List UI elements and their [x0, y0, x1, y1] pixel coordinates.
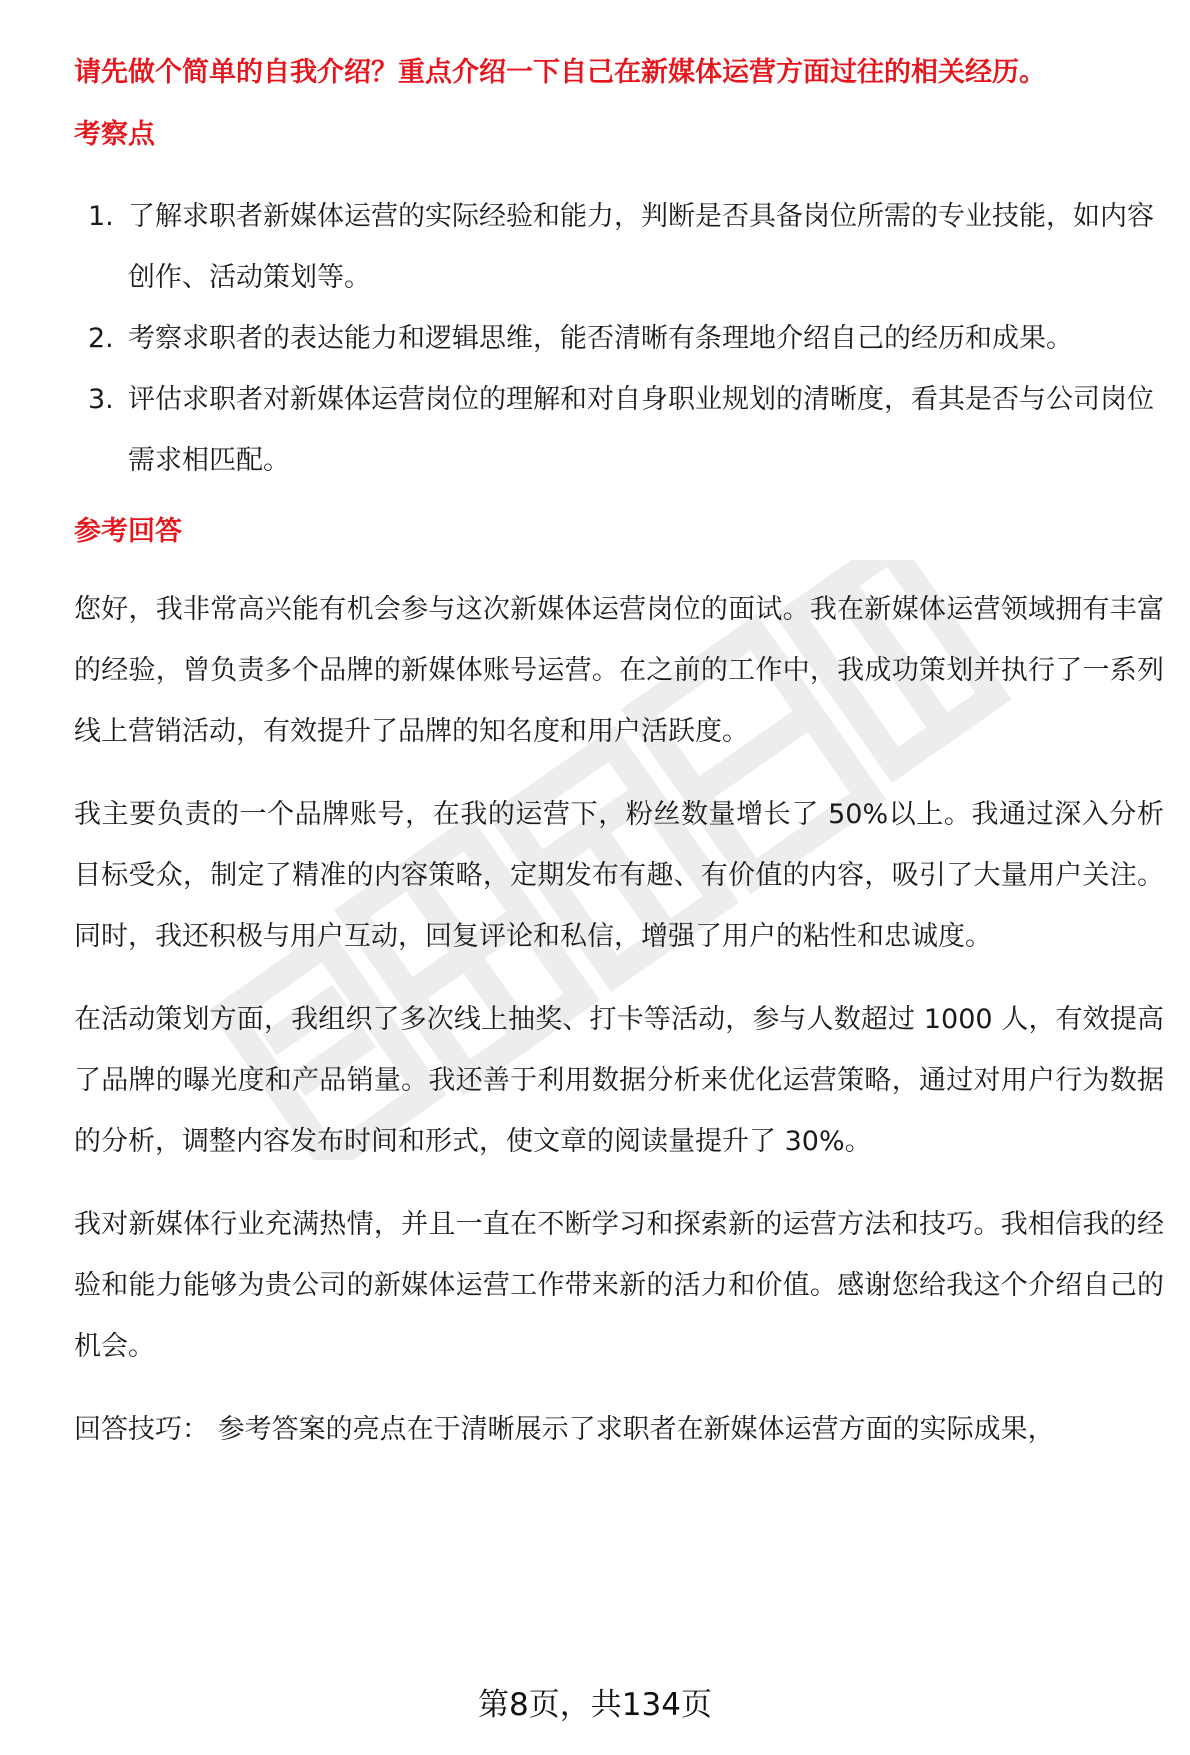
list-item-number: 1. [88, 201, 114, 232]
list-item-text: 了解求职者新媒体运营的实际经验和能力，判断是否具备岗位所需的专业技能，如内容创作、活动策划等。 [128, 201, 1154, 293]
list-item [74, 308, 1164, 369]
focus-heading: 考察点 [74, 119, 155, 150]
answer-paragraph: 您好，我非常高兴能有机会参与这次新媒体运营岗位的面试。我在新媒体运营领域拥有丰富的经验，曾负责多个品牌的新媒体账号运营。在之前的工作中，我成功策划并执行了一系列线上营销活动，有效提升了品牌的知名度和用户活跃度。 [74, 594, 1164, 747]
focus-list [74, 186, 1164, 491]
list-item-text: 评估求职者对新媒体运营岗位的理解和对自身职业规划的清晰度，看其是否与公司岗位需求相匹配。 [128, 384, 1154, 476]
document-body [74, 52, 1164, 1460]
answer-heading: 参考回答 [74, 516, 182, 547]
list-item [74, 186, 1164, 308]
list-item-number: 2. [88, 323, 114, 354]
answer-tip: 回答技巧： 参考答案的亮点在于清晰展示了求职者在新媒体运营方面的实际成果， [74, 1414, 1055, 1445]
answer-paragraph: 我主要负责的一个品牌账号，在我的运营下，粉丝数量增长了 50%以上。我通过深入分析目标受众，制定了精准的内容策略，定期发布有趣、有价值的内容，吸引了大量用户关注。同时，我还积极与用户互动，回复评论和私信，增强了用户的粘性和忠诚度。 [74, 799, 1164, 952]
list-item [74, 369, 1164, 491]
interview-question: 请先做个简单的自我介绍？重点介绍一下自己在新媒体运营方面过往的相关经历。 [74, 57, 1046, 88]
list-item-text: 考察求职者的表达能力和逻辑思维，能否清晰有条理地介绍自己的经历和成果。 [128, 323, 1073, 354]
page-number: 第8页，共134页 [478, 1687, 712, 1723]
answer-paragraph: 我对新媒体行业充满热情，并且一直在不断学习和探索新的运营方法和技巧。我相信我的经验和能力能够为贵公司的新媒体运营工作带来新的活力和价值。感谢您给我这个介绍自己的机会。 [74, 1209, 1164, 1362]
list-item-number: 3. [88, 384, 114, 415]
answer-paragraph: 在活动策划方面，我组织了多次线上抽奖、打卡等活动，参与人数超过 1000 人，有效提高了品牌的曝光度和产品销量。我还善于利用数据分析来优化运营策略，通过对用户行为数据的分析，调整内容发布时间和形式，使文章的阅读量提升了 30%。 [74, 1004, 1164, 1157]
